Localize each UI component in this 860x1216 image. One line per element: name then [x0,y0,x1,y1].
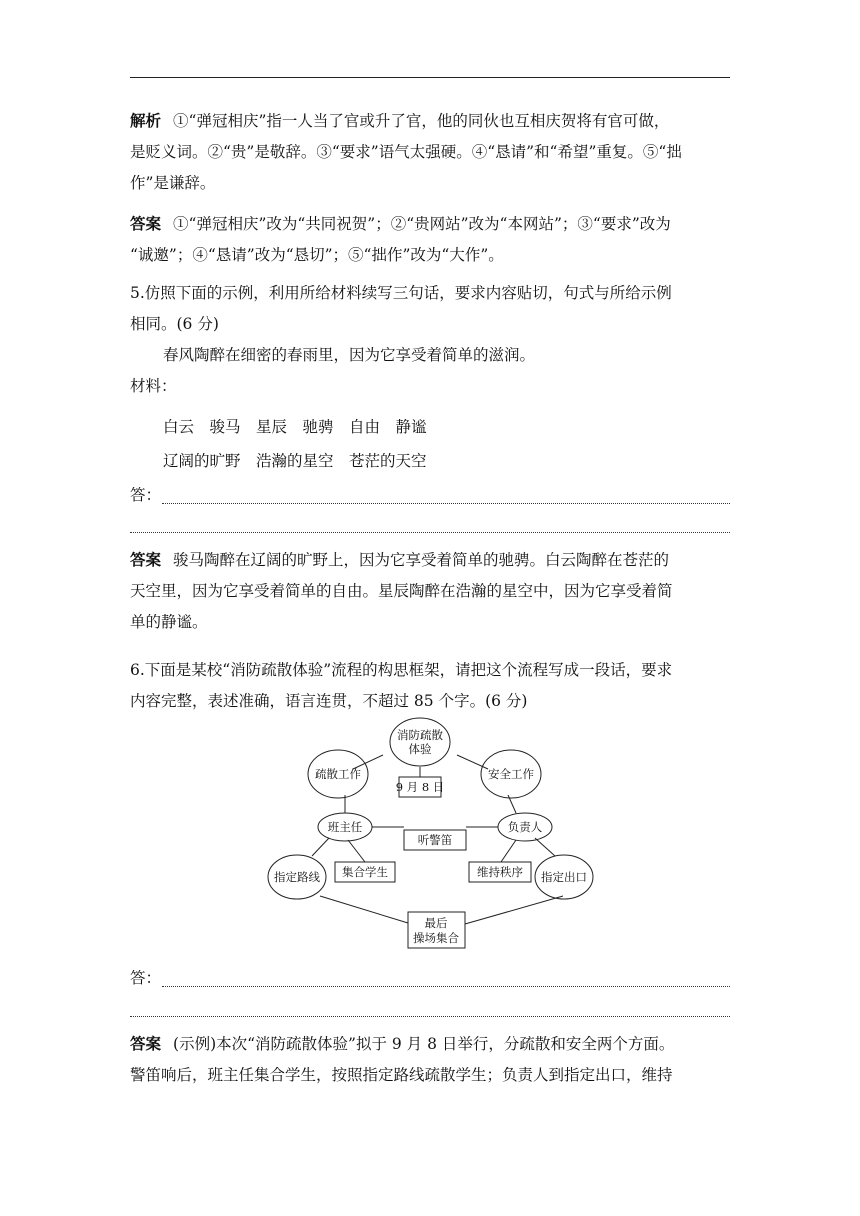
label-final-1: 最后 [424,916,448,930]
answer4-line-2: “诚邀”；④“恳请”改为“恳切”；⑤“拙作”改为“大作”。 [130,246,504,264]
analysis-line-3: 作”是谦辞。 [130,174,216,192]
q6-answer-prompt: 答： [130,969,162,987]
q6-line-1: 6.下面是某校“消防疏散体验”流程的构思框架，请把这个流程写成一段话，要求 [130,661,673,679]
q5-answer-field[interactable] [130,483,730,507]
answer4-label: 答案 [130,215,162,233]
analysis-label: 解析 [130,112,162,130]
link-teacher-gather [348,840,365,862]
header-rule [130,77,730,78]
answer5-line-2: 天空里，因为它享受着简单的自由。星辰陶醉在浩瀚的星空中，因为它享受着简 [130,582,673,600]
analysis-block [130,106,730,199]
label-route: 指定路线 [274,870,320,884]
label-exit: 指定出口 [541,870,587,884]
q6-answer-line-2[interactable] [130,1016,730,1017]
label-final-2: 操场集合 [413,931,459,945]
answer6-line-2: 警笛响后，班主任集合学生，按照指定路线疏散学生；负责人到指定出口，维持 [130,1066,673,1084]
label-date: 9 月 8 日 [395,780,445,794]
label-teacher: 班主任 [327,820,363,834]
q6-line-2: 内容完整，表述准确，语言连贯，不超过 85 个字。(6 分) [130,692,528,710]
q5-answer-prompt: 答： [130,486,162,504]
label-leader: 负责人 [507,820,543,834]
q5-answer-line-2[interactable] [130,532,730,533]
link-leader-order [501,840,516,862]
label-top-2: 体验 [408,742,432,756]
analysis-line-1: ①“弹冠相庆”指一人当了官或升了官，他的同伙也互相庆贺将有官可做， [173,112,670,130]
answer5-block [130,545,730,638]
analysis-line-2: 是贬义词。②“贵”是敬辞。③“要求”语气太强硬。④“恳请”和“希望”重复。⑤“拙 [130,143,682,161]
answer4-block [130,209,730,271]
answer5-line-1: 骏马陶醉在辽阔的旷野上，因为它享受着简单的驰骋。白云陶醉在苍茫的 [173,551,670,569]
answer5-label: 答案 [130,551,162,569]
label-evacuation: 疏散工作 [315,767,361,781]
q5-line-1: 5.仿照下面的示例，利用所给材料续写三句话，要求内容贴切，句式与所给示例 [130,284,672,302]
link-route-final [320,896,408,923]
answer4-line-1: ①“弹冠相庆”改为“共同祝贺”；②“贵网站”改为“本网站”；③“要求”改为 [173,215,671,233]
q5-line-2: 相同。(6 分) [130,315,219,333]
q5-material-line-1: 白云 骏马 星辰 驰骋 自由 静谧 [163,418,427,436]
q5-material-line-2: 辽阔的旷野 浩瀚的星空 苍茫的天空 [163,452,427,470]
label-gather: 集合学生 [342,865,388,879]
link-exit-final [465,896,563,924]
q5-material-label: 材料： [130,377,177,395]
answer6-line-1: (示例)本次“消防疏散体验”拟于 9 月 8 日举行，分疏散和安全两个方面。 [173,1035,675,1053]
q6-answer-field[interactable] [130,966,730,990]
q5-example: 春风陶醉在细密的春雨里，因为它享受着简单的滋润。 [163,346,536,364]
question-6 [130,655,730,717]
label-top-1: 消防疏散 [397,728,443,742]
q5-material [130,410,730,478]
label-whistle: 听警笛 [417,833,453,847]
question-5 [130,278,730,402]
link-leader-exit [535,838,555,856]
label-safety: 安全工作 [488,767,534,781]
evacuation-flow-diagram [265,716,595,956]
link-top-safety [457,755,488,769]
link-teacher-route [312,838,329,856]
label-order: 维持秩序 [477,865,523,879]
answer5-line-3: 单的静谧。 [130,613,208,631]
answer6-label: 答案 [130,1035,162,1053]
answer6-block [130,1029,730,1091]
